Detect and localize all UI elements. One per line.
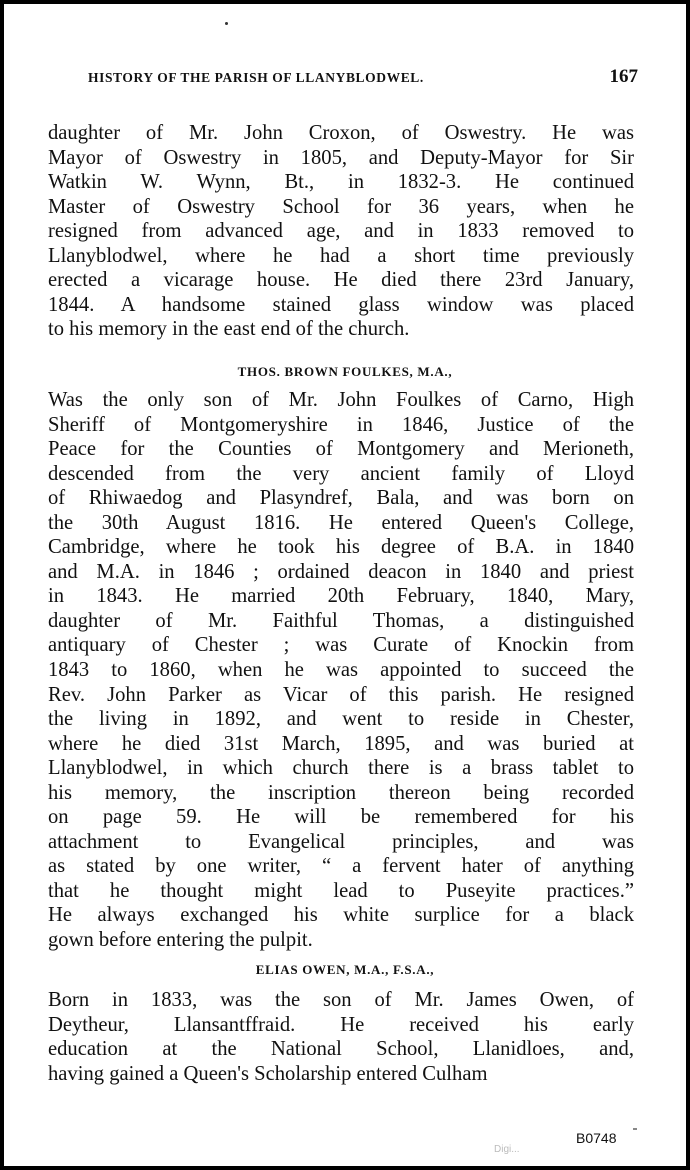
text-line: the 30th August 1816. He entered Queen's College, xyxy=(48,511,634,534)
text-line: attachment to Evangelical principles, and was xyxy=(48,830,634,853)
text-line: Cambridge, where he took his degree of B.A. in 1840 xyxy=(48,536,634,559)
text-line: where he died 31st March, 1895, and was buried at xyxy=(48,732,634,755)
text-line: resigned from advanced age, and in 1833 removed to xyxy=(48,220,634,243)
text-line: 1844. A handsome stained glass window was placed xyxy=(48,293,634,316)
text-line: Born in 1833, was the son of Mr. James Owen, of xyxy=(48,989,634,1011)
text-line: Peace for the Counties of Montgomery and Merioneth, xyxy=(48,438,634,461)
section-heading-foulkes: THOS. BROWN FOULKES, M.A., xyxy=(237,364,453,379)
section-heading-owen: ELIAS OWEN, M.A., F.S.A., xyxy=(255,962,435,977)
text-line: He always exchanged his white surplice for a black xyxy=(48,904,634,927)
text-line: the living in 1892, and went to reside in Chester, xyxy=(48,708,634,731)
speck xyxy=(225,22,228,25)
text-line: Watkin W. Wynn, Bt., in 1832-3. He continued xyxy=(48,171,634,194)
paragraph-croxon xyxy=(48,121,634,342)
catalog-code: B0748 xyxy=(576,1130,617,1146)
speck xyxy=(633,1128,637,1130)
text-line: daughter of Mr. John Croxon, of Oswestry. He was xyxy=(48,122,634,144)
text-line: Master of Oswestry School for 36 years, when he xyxy=(48,195,634,218)
text-line: 1843 to 1860, when he was appointed to succeed the xyxy=(48,659,634,682)
digitized-watermark: Digi... xyxy=(494,1144,520,1155)
text-line: on page 59. He will be remembered for his xyxy=(48,806,634,829)
text-line: his memory, the inscription thereon being recorded xyxy=(48,781,634,804)
page-number: 167 xyxy=(609,66,638,87)
running-title: HISTORY OF THE PARISH OF LLANYBLODWEL. xyxy=(88,70,424,85)
text-line: that he thought might lead to Puseyite practices.” xyxy=(48,879,634,902)
text-line: education at the National School, Llanidloes, and, xyxy=(48,1038,634,1061)
text-line: descended from the very ancient family of Lloyd xyxy=(48,462,634,485)
text-line: daughter of Mr. Faithful Thomas, a distinguished xyxy=(48,609,634,632)
text-line: as stated by one writer, “ a fervent hater of anything xyxy=(48,855,634,878)
paragraph-owen xyxy=(48,988,634,1086)
text-line: Deytheur, Llansantffraid. He received his early xyxy=(48,1013,634,1036)
text-line: and M.A. in 1846 ; ordained deacon in 1840 and priest xyxy=(48,560,634,583)
text-line: antiquary of Chester ; was Curate of Knockin from xyxy=(48,634,634,657)
text-line: gown before entering the pulpit. xyxy=(48,929,313,952)
text-line: in 1843. He married 20th February, 1840, Mary, xyxy=(48,585,634,608)
text-line: Was the only son of Mr. John Foulkes of Carno, High xyxy=(48,389,634,411)
text-line: Llanyblodwel, in which church there is a brass tablet to xyxy=(48,757,634,780)
running-header xyxy=(88,66,638,90)
text-line: to his memory in the east end of the church. xyxy=(48,318,410,341)
text-line: Llanyblodwel, where he had a short time previously xyxy=(48,244,634,267)
text-line: having gained a Queen's Scholarship entered Culham xyxy=(48,1062,488,1085)
paragraph-foulkes xyxy=(48,388,634,953)
text-line: Sheriff of Montgomeryshire in 1846, Justice of the xyxy=(48,413,634,436)
text-line: Mayor of Oswestry in 1805, and Deputy-Mayor for Sir xyxy=(48,146,634,169)
text-line: Rev. John Parker as Vicar of this parish. He resigned xyxy=(48,683,634,706)
document-page xyxy=(4,4,686,1166)
text-line: of Rhiwaedog and Plasyndref, Bala, and was born on xyxy=(48,487,634,510)
text-line: erected a vicarage house. He died there 23rd January, xyxy=(48,269,634,292)
